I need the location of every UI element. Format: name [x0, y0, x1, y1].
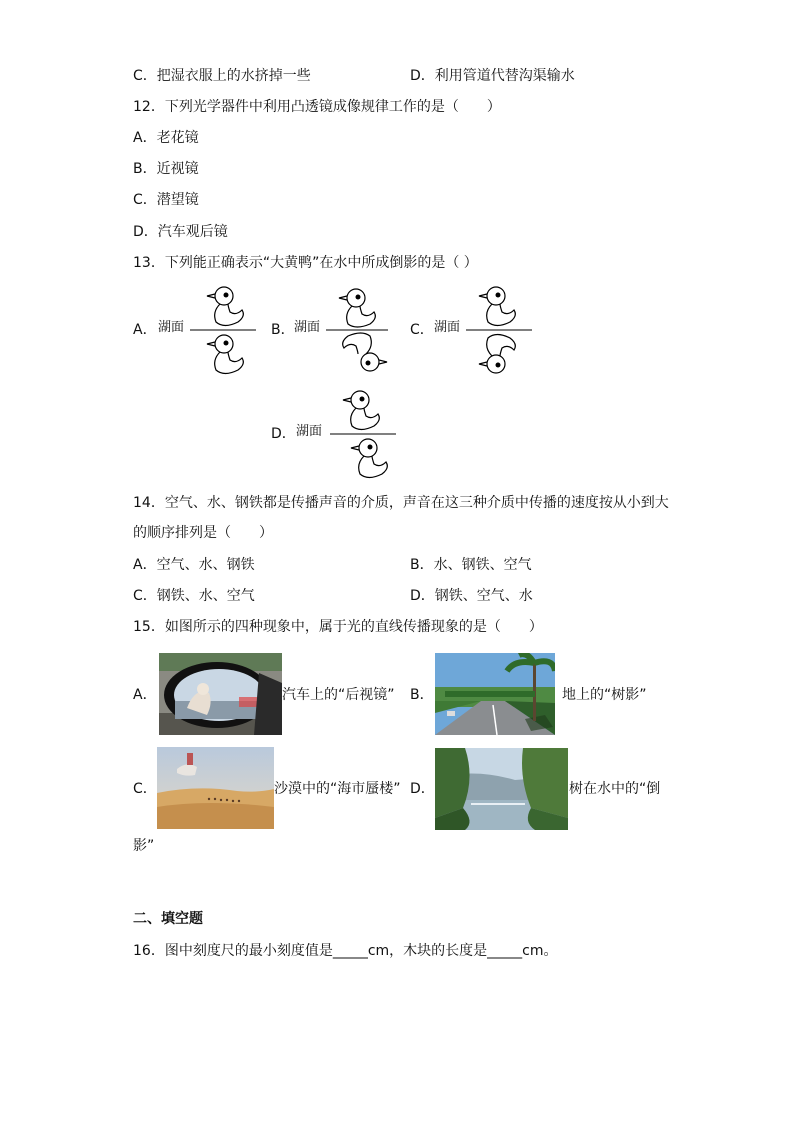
tree-shadow-photo [435, 653, 555, 735]
q15-option-a: A． [133, 687, 157, 703]
q12-option-c: C．潜望镜 [133, 192, 199, 208]
q15-caption-b: 地上的“树影” [562, 687, 647, 703]
q15-stem: 15．如图所示的四种现象中，属于光的直线传播现象的是（ ） [133, 619, 543, 635]
q15-caption-d-line1: 树在水中的“倒 [569, 781, 661, 797]
q15-option-c: C． [133, 781, 157, 797]
q13-option-d: D． [271, 426, 296, 442]
q14-option-c: C．钢铁、水、空气 [133, 588, 255, 604]
q13-option-c: C． [410, 322, 434, 338]
q13-lake-label-b: 湖面 [294, 320, 321, 335]
q13-option-a: A． [133, 322, 157, 338]
q15-caption-a: 汽车上的“后视镜” [282, 687, 395, 703]
q11-option-c: C．把湿衣服上的水挤掉一些 [133, 68, 311, 84]
section-heading-fill-in: 二、填空题 [133, 911, 203, 927]
q15-caption-c: 沙漠中的“海市蜃楼” [274, 781, 401, 797]
q13-lake-label-c: 湖面 [434, 320, 461, 335]
q13-duck-figure-d [330, 386, 396, 486]
q15-option-d: D． [410, 781, 435, 797]
q13-duck-figure-b [326, 282, 388, 382]
q13-option-b: B． [271, 322, 295, 338]
q15-caption-d-line2: 影” [133, 838, 155, 854]
rearview-mirror-photo [159, 653, 282, 735]
desert-mirage-photo [157, 747, 274, 829]
q15-option-b: B． [410, 687, 434, 703]
q16-stem: 16．图中刻度尺的最小刻度值是_____cm，木块的长度是_____cm。 [133, 943, 558, 959]
q13-lake-label-d: 湖面 [296, 424, 323, 439]
q14-option-a: A．空气、水、钢铁 [133, 557, 255, 573]
q13-lake-label-a: 湖面 [158, 320, 185, 335]
q14-stem-line2: 的顺序排列是（ ） [133, 525, 273, 541]
q14-stem-line1: 14．空气、水、钢铁都是传播声音的介质，声音在这三种介质中传播的速度按从小到大 [133, 495, 669, 511]
q13-duck-figure-c [466, 282, 532, 382]
q14-option-d: D．钢铁、空气、水 [410, 588, 533, 604]
q12-stem: 12．下列光学器件中利用凸透镜成像规律工作的是（ ） [133, 99, 501, 115]
water-reflection-photo [435, 748, 568, 830]
q14-option-b: B．水、钢铁、空气 [410, 557, 532, 573]
q12-option-a: A．老花镜 [133, 130, 199, 146]
q13-duck-figure-a [190, 282, 256, 382]
q11-option-d: D．利用管道代替沟渠输水 [410, 68, 575, 84]
q13-stem: 13．下列能正确表示“大黄鸭”在水中所成倒影的是（ ） [133, 255, 478, 271]
q12-option-d: D．汽车观后镜 [133, 224, 228, 240]
q12-option-b: B．近视镜 [133, 161, 199, 177]
